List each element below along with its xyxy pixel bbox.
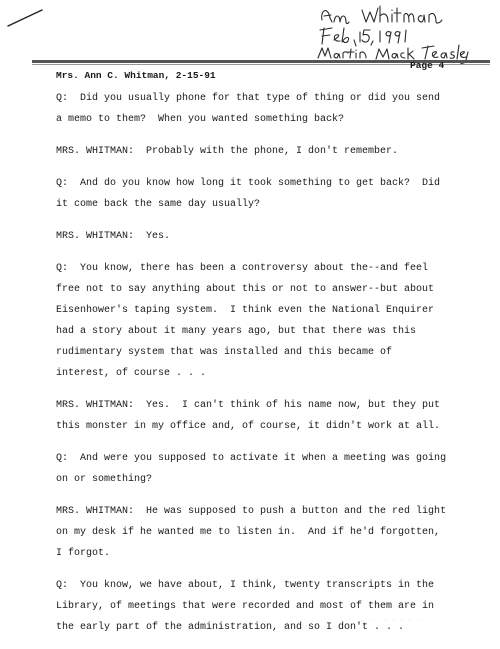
transcript-line: had a story about it many years ago, but that there was this: [56, 326, 417, 337]
transcript-line: MRS. WHITMAN: Probably with the phone, I don't remember.: [56, 146, 399, 157]
transcript-line: interest, of course . . .: [56, 368, 207, 379]
transcript-line: a memo to them? When you wanted something back?: [56, 114, 345, 125]
transcript-paragraph: [56, 226, 488, 247]
transcript-line: it come back the same day usually?: [56, 199, 261, 210]
faint-stamp: · · · · · · · · ·: [340, 618, 425, 624]
transcript-paragraph: [56, 88, 488, 130]
transcript-paragraph: [56, 501, 488, 564]
transcript-line: Q: And do you know how long it took something to get back? Did: [56, 178, 441, 189]
transcript-line: Q: And were you supposed to activate it when a meeting was going: [56, 453, 447, 464]
transcript-paragraph: [56, 448, 488, 490]
transcript-line: Q: You know, there has been a controversy about the--and feel: [56, 263, 429, 274]
transcript-line: on my desk if he wanted me to listen in. And if he'd forgotten,: [56, 527, 441, 538]
transcript-line: rudimentary system that was installed and this became of: [56, 347, 393, 358]
transcript-line: Eisenhower's taping system. I think even the National Enquirer: [56, 305, 435, 316]
header-interviewee: Mrs. Ann C. Whitman, 2-15-91: [56, 70, 216, 81]
transcript-line: free not to say anything about this or not to answer--but about: [56, 284, 435, 295]
transcript-line: this monster in my office and, of course, it didn't work at all.: [56, 421, 441, 432]
transcript-line: Q: Did you usually phone for that type of thing or did you send: [56, 93, 441, 104]
handwritten-signature: [300, 2, 470, 66]
transcript-line: MRS. WHITMAN: He was supposed to push a button and the red light: [56, 506, 447, 517]
transcript-line: the early part of the administration, and so I don't . . .: [56, 622, 405, 633]
transcript-paragraph: [56, 395, 488, 437]
pen-stroke-mark: [6, 4, 46, 34]
transcript-line: I forgot.: [56, 548, 111, 559]
page-number: Page 4: [410, 60, 445, 71]
transcript-line: Q: You know, we have about, I think, twenty transcripts in the: [56, 580, 435, 591]
transcript-line: MRS. WHITMAN: Yes. I can't think of his name now, but they put: [56, 400, 441, 411]
transcript-paragraph: [56, 141, 488, 162]
transcript-line: MRS. WHITMAN: Yes.: [56, 231, 171, 242]
transcript-line: on or something?: [56, 474, 153, 485]
transcript-paragraph: [56, 173, 488, 215]
transcript-body: [56, 88, 488, 649]
transcript-line: Library, of meetings that were recorded and most of them are in: [56, 601, 435, 612]
transcript-paragraph: [56, 258, 488, 384]
